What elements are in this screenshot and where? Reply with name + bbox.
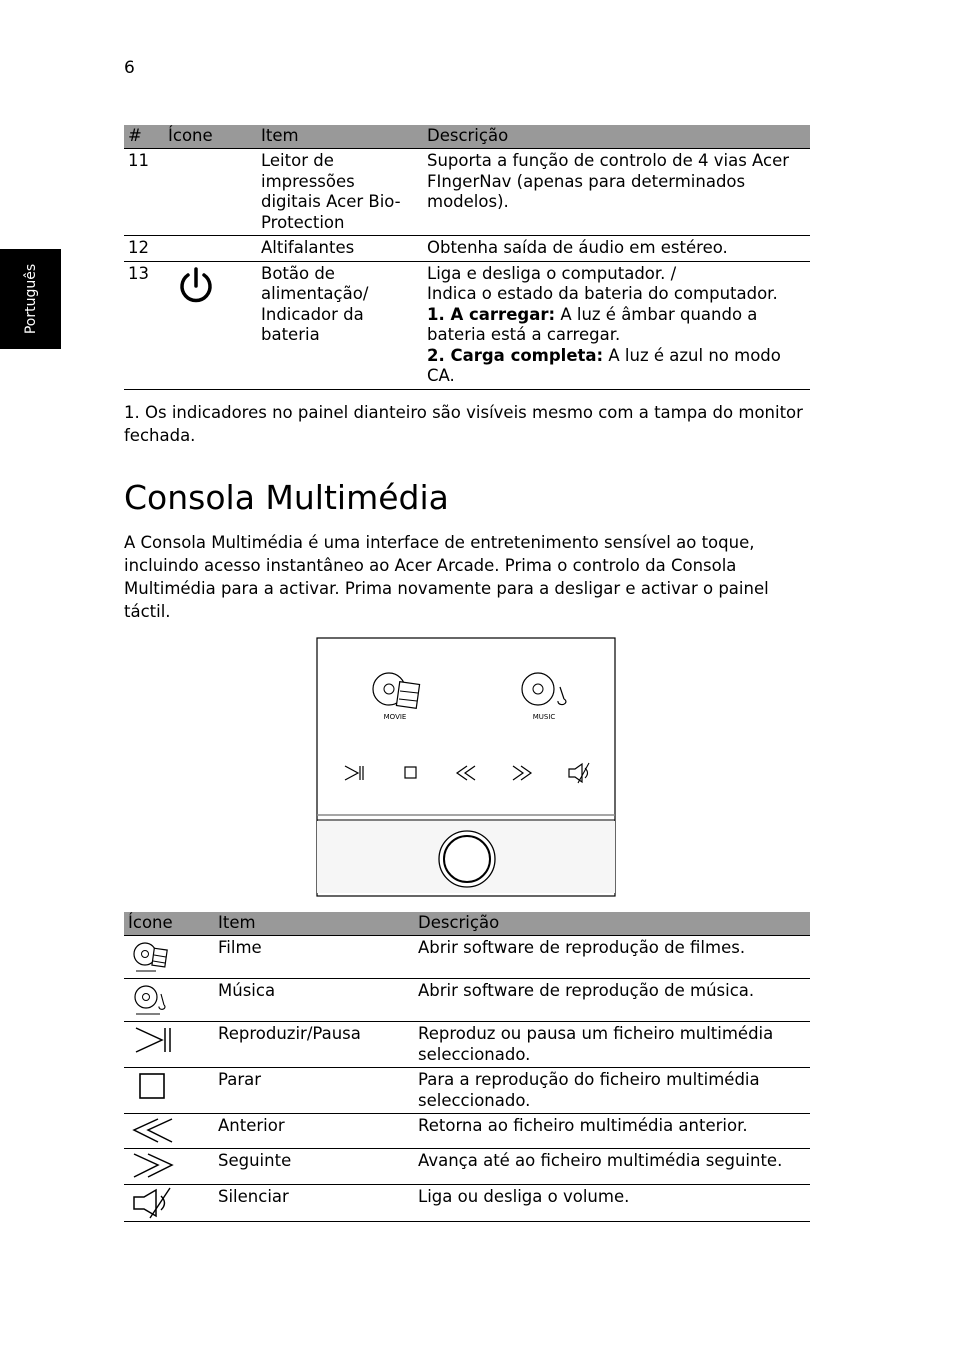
mute-icon	[128, 1187, 178, 1219]
intro-paragraph: A Consola Multimédia é uma interface de entretenimento sensível ao toque, incluindo acesso instantâneo ao Acer Arcade. Prima o controlo da Consola Multimédia para a activar. Prima novamente para a desligar e activar o painel táctil.	[124, 533, 769, 621]
console-power-button[interactable]	[439, 831, 495, 887]
row-item: Anterior	[214, 1114, 414, 1149]
table-row	[124, 979, 810, 1022]
table-row	[124, 236, 810, 262]
music-icon	[128, 981, 172, 1019]
desc-line: Liga e desliga o computador. /	[427, 263, 677, 283]
table-row	[124, 936, 810, 979]
table-row	[124, 149, 810, 236]
row-description: Para a reprodução do ficheiro multimédia seleccionado.	[414, 1068, 810, 1114]
row-icon	[124, 936, 214, 979]
section-heading: Consola Multimédia	[124, 478, 449, 517]
table-header	[124, 912, 810, 936]
row-item: Altifalantes	[257, 236, 423, 262]
row-icon	[124, 979, 214, 1022]
row-description: Abrir software de reprodução de música.	[414, 979, 810, 1022]
footnote: 1. Os indicadores no painel dianteiro são visíveis mesmo com a tampa do monitor fechada.	[124, 403, 803, 445]
row-icon	[124, 1068, 214, 1114]
row-item: Filme	[214, 936, 414, 979]
desc-charging	[427, 305, 806, 346]
row-item: Silenciar	[214, 1185, 414, 1222]
row-description: Abrir software de reprodução de filmes.	[414, 936, 810, 979]
table-row	[124, 1114, 810, 1149]
row-icon	[164, 149, 257, 236]
row-item: Música	[214, 979, 414, 1022]
table-row	[124, 1022, 810, 1068]
header-icon: Ícone	[124, 912, 214, 936]
row-num: 13	[124, 261, 164, 389]
table-row	[124, 1185, 810, 1222]
page-number: 6	[124, 58, 135, 78]
row-icon	[124, 1149, 214, 1185]
row-item: Reproduzir/Pausa	[214, 1022, 414, 1068]
row-icon	[164, 236, 257, 262]
row-icon	[124, 1022, 214, 1068]
music-label: MUSIC	[532, 713, 556, 721]
row-item: Botão de alimentação/ Indicador da bateria	[257, 261, 423, 389]
header-item: Item	[214, 912, 414, 936]
media-console-illustration	[316, 637, 616, 899]
row-description: Reproduz ou pausa um ficheiro multimédia seleccionado.	[414, 1022, 810, 1068]
row-icon	[164, 261, 257, 389]
row-description: Suporta a função de controlo de 4 vias Acer FIngerNav (apenas para determinados modelos).	[423, 149, 810, 236]
header-item: Item	[257, 125, 423, 149]
table-header	[124, 125, 810, 149]
table-row	[124, 1068, 810, 1114]
row-icon	[124, 1114, 214, 1149]
stop-icon	[128, 1070, 172, 1104]
charging-text: A luz é âmbar quando a bateria está a carregar.	[427, 304, 758, 344]
table-row	[124, 261, 810, 389]
row-description	[423, 261, 810, 389]
play-pause-icon	[128, 1024, 178, 1058]
row-description: Retorna ao ficheiro multimédia anterior.	[414, 1114, 810, 1149]
next-icon	[128, 1151, 178, 1181]
row-item: Seguinte	[214, 1149, 414, 1185]
row-description: Avança até ao ficheiro multimédia seguinte.	[414, 1149, 810, 1185]
power-icon	[174, 266, 218, 306]
row-item: Parar	[214, 1068, 414, 1114]
header-icon: Ícone	[164, 125, 257, 149]
full-charge-text: A luz é azul no modo CA.	[427, 345, 781, 385]
desc-full-charge	[427, 346, 806, 387]
row-icon	[124, 1185, 214, 1222]
header-description: Descrição	[423, 125, 810, 149]
row-description: Liga ou desliga o volume.	[414, 1185, 810, 1222]
row-num: 11	[124, 149, 164, 236]
language-tab-label: Português	[22, 263, 39, 335]
table-row	[124, 1149, 810, 1185]
language-tab	[0, 249, 61, 349]
charging-label: 1. A carregar:	[427, 304, 556, 324]
row-item: Leitor de impressões digitais Acer Bio-Protection	[257, 149, 423, 236]
movie-icon	[128, 938, 172, 976]
full-charge-label: 2. Carga completa:	[427, 345, 604, 365]
header-num: #	[124, 125, 164, 149]
previous-icon	[128, 1116, 178, 1146]
movie-label: MOVIE	[383, 713, 407, 721]
components-table	[124, 125, 810, 390]
row-num: 12	[124, 236, 164, 262]
desc-line: Indica o estado da bateria do computador.	[427, 284, 778, 303]
console-controls-table	[124, 912, 810, 1222]
row-description: Obtenha saída de áudio em estéreo.	[423, 236, 810, 262]
header-description: Descrição	[414, 912, 810, 936]
